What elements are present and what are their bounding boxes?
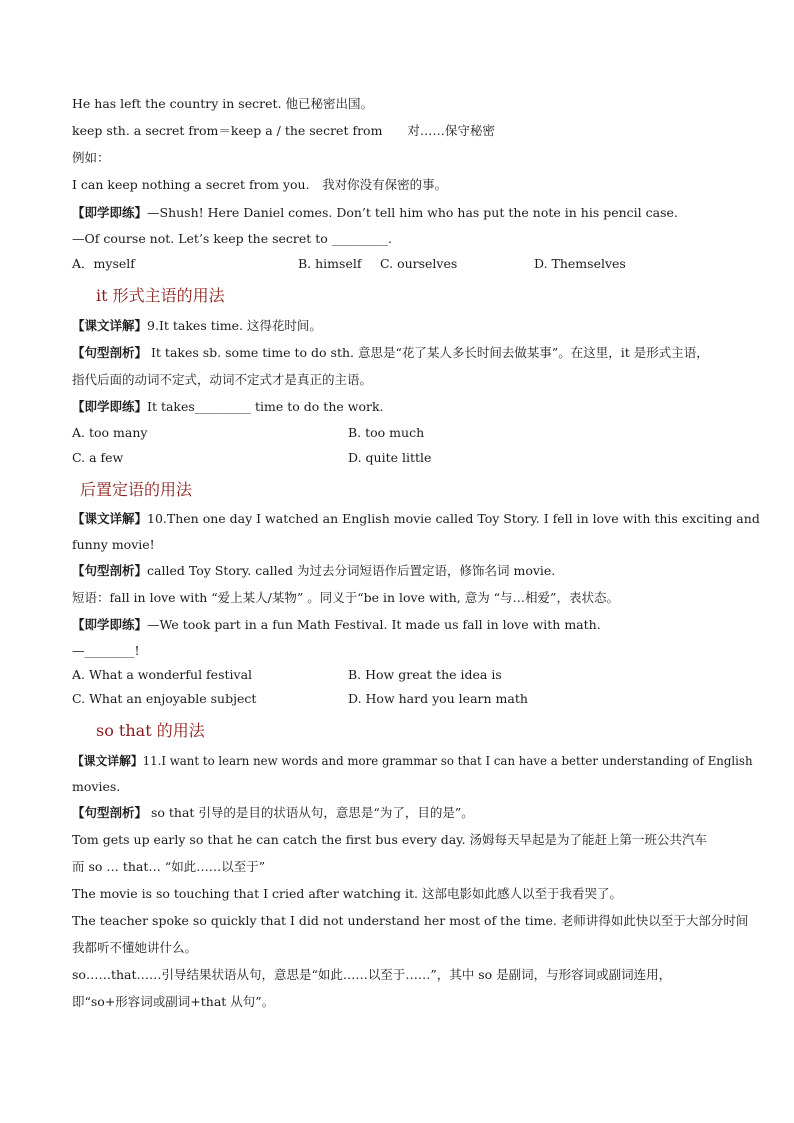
text-line: [72, 345, 709, 361]
exercise-text: —We took part in a fun Math Festival. It made us fall in love with math.: [147, 617, 601, 632]
analysis-text: called Toy Story. called 为过去分词短语作后置定语，修饰名词 movie.: [147, 563, 556, 578]
analysis-tag: 【句型剖析】: [72, 805, 148, 820]
text-line: [72, 753, 753, 769]
option-a: A．myself: [72, 256, 135, 271]
text-line: 指代后面的动词不定式，动词不定式才是真正的主语。: [72, 372, 373, 387]
exercise-tag: 【即学即练】: [72, 617, 148, 632]
lesson-text: 11.I want to learn new words and more grammar so that I can have a better understanding of English: [142, 754, 753, 768]
text-line: 即“so+形容词或副词+that 从句”。: [72, 994, 275, 1009]
lesson-text: 10.Then one day I watched an English movie called Toy Story. I fell in love with this exciting and: [147, 511, 760, 526]
option-b: B. too much: [348, 425, 425, 440]
exercise-text: —Shush! Here Daniel comes. Don’t tell him who has put the note in his pencil case.: [147, 205, 678, 220]
lesson-tag: 【课文详解】: [72, 754, 143, 768]
lesson-tag: 【课文详解】: [72, 511, 148, 526]
text-line: 而 so … that… “如此……以至于”: [72, 859, 266, 874]
option-c: C. ourselves: [380, 256, 458, 271]
exercise-line: —Of course not. Let’s keep the secret to _________.: [72, 231, 393, 246]
option-d: D. quite little: [348, 450, 432, 465]
text-line: keep sth. a secret from＝keep a / the secret from 对……保守秘密: [72, 123, 495, 138]
exercise-text: It takes_________ time to do the work.: [147, 399, 384, 414]
section-heading: 后置定语的用法: [80, 480, 193, 499]
analysis-tag: 【句型剖析】: [72, 563, 148, 578]
text-line: 例如：: [72, 150, 110, 165]
text-line: I can keep nothing a secret from you. 我对你没有保密的事。: [72, 177, 448, 192]
section-heading: so that 的用法: [96, 721, 205, 740]
text-line: [72, 805, 474, 821]
exercise-tag: 【即学即练】: [72, 399, 148, 414]
exercise-tag: 【即学即练】: [72, 205, 148, 220]
exercise-line: —________!: [72, 643, 140, 658]
option-d: D. How hard you learn math: [348, 691, 528, 706]
analysis-text: so that 引导的是目的状语从句，意思是“为了，目的是”。: [147, 805, 474, 820]
option-a: A. What a wonderful festival: [72, 667, 253, 682]
text-line: The movie is so touching that I cried after watching it. 这部电影如此感人以至于我看哭了。: [72, 886, 622, 901]
exercise-line: [72, 205, 678, 221]
text-line: Tom gets up early so that he can catch the first bus every day. 汤姆每天早起是为了能赶上第一班公共汽车: [72, 832, 708, 847]
text-line: 短语：fall in love with “爱上某人/某物” 。同义于“be in love with, 意为 “与…相爱”，表状态。: [72, 590, 619, 605]
lesson-tag: 【课文详解】: [72, 318, 148, 333]
option-c: C. What an enjoyable subject: [72, 691, 257, 706]
option-b: B. himself: [298, 256, 362, 271]
analysis-text: It takes sb. some time to do sth. 意思是“花了某人多长时间去做某事”。在这里，it 是形式主语，: [147, 345, 709, 360]
text-line: [72, 318, 322, 334]
option-d: D. Themselves: [534, 256, 626, 271]
option-c: C. a few: [72, 450, 124, 465]
lesson-text: 9.It takes time. 这得花时间。: [147, 318, 322, 333]
text-line: 我都听不懂她讲什么。: [72, 940, 198, 955]
option-b: B. How great the idea is: [348, 667, 502, 682]
text-line: so……that……引导结果状语从句，意思是“如此……以至于……”，其中 so 是副词，与形容词或副词连用，: [72, 967, 672, 982]
analysis-tag: 【句型剖析】: [72, 345, 148, 360]
text-line: [72, 511, 760, 527]
text-line: [72, 563, 555, 579]
text-line: movies.: [72, 779, 121, 794]
section-heading: it 形式主语的用法: [96, 286, 225, 305]
text-line: The teacher spoke so quickly that I did not understand her most of the time. 老师讲得如此快以至于大部分时间: [72, 913, 749, 928]
text-line: funny movie!: [72, 537, 155, 552]
exercise-line: [72, 617, 601, 633]
text-line: He has left the country in secret. 他已秘密出国。: [72, 96, 373, 111]
exercise-line: [72, 399, 384, 415]
option-a: A. too many: [72, 425, 148, 440]
